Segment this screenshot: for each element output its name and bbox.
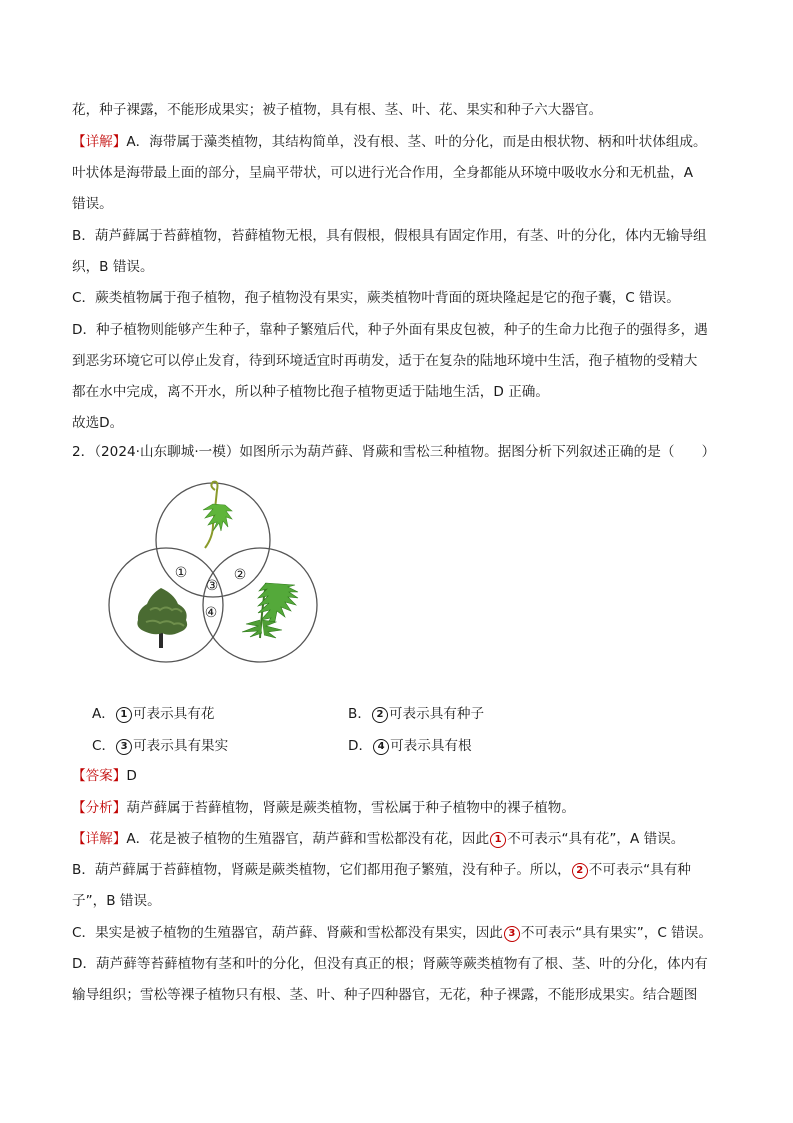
text-line: B．葫芦藓属于苔藓植物，肾蕨是蕨类植物，它们都用孢子繁殖，没有种子。所以， 2 不可表示“具有种 — [72, 862, 691, 878]
text-line: C．蕨类植物属于孢子植物，孢子植物没有果实，蕨类植物叶背面的斑块隆起是它的孢子囊，C 错误。 — [72, 290, 680, 306]
option-b[interactable]: B． 2 可表示具有种子 — [348, 706, 485, 722]
text-line: 输导组织；雪松等裸子植物只有根、茎、叶、种子四种器官，无花，种子裸露，不能形成果实。结合题图 — [72, 987, 698, 1003]
text-line: B．葫芦藓属于苔藓植物，苔藓植物无根，具有假根，假根具有固定作用，有茎、叶的分化，体内无输导组 — [72, 228, 707, 244]
text-line: C．果实是被子植物的生殖器官，葫芦藓、肾蕨和雪松都没有果实，因此 3 不可表示“具有果实”，C 错误。 — [72, 925, 712, 941]
text-line: 【详解】A．海带属于藻类植物，其结构简单，没有根、茎、叶的分化，而是由根状物、柄和叶状体组成。 — [72, 134, 707, 150]
analysis-tag: 【分析】 — [72, 800, 127, 816]
circled-number: 3 — [504, 926, 520, 942]
circled-number: 2 — [372, 707, 388, 723]
option-c[interactable]: C． 3 可表示具有果实 — [92, 738, 229, 754]
answer-tag: 【答案】 — [72, 768, 127, 784]
text-line: 到恶劣环境它可以停止发育，待到环境适宜时再萌发，适于在复杂的陆地环境中生活，孢子植物的受精大 — [72, 353, 698, 369]
detail-tag: 【详解】 — [72, 134, 127, 150]
region-label-3: ③ — [205, 578, 219, 594]
circled-number: 1 — [116, 707, 132, 723]
fern-plant-icon — [242, 583, 298, 638]
circled-number: 2 — [572, 863, 588, 879]
answer-line: 【答案】D — [72, 768, 137, 784]
text-line: 故选D。 — [72, 415, 124, 431]
region-label-4: ④ — [204, 605, 218, 621]
region-label-2: ② — [233, 567, 247, 583]
text-line: 花，种子裸露，不能形成果实；被子植物，具有根、茎、叶、花、果实和种子六大器官。 — [72, 102, 603, 118]
option-d[interactable]: D． 4 可表示具有根 — [348, 738, 472, 754]
circled-number: 3 — [116, 739, 132, 755]
question-stem: 2．（2024·山东聊城·一模）如图所示为葫芦藓、肾蕨和雪松三种植物。据图分析下列叙述正确的是（ ） — [72, 444, 716, 460]
region-label-1: ① — [174, 565, 188, 581]
detail-tag: 【详解】 — [72, 831, 127, 847]
analysis-line: 【分析】葫芦藓属于苔藓植物，肾蕨是蕨类植物，雪松属于种子植物中的裸子植物。 — [72, 800, 575, 816]
pine-tree-icon — [137, 588, 187, 648]
text-line: 织，B 错误。 — [72, 259, 154, 275]
text-line: 都在水中完成，离不开水，所以种子植物比孢子植物更适于陆地生活，D 正确。 — [72, 384, 549, 400]
circled-number: 1 — [490, 832, 506, 848]
text-line: 错误。 — [72, 196, 113, 212]
moss-plant-icon — [203, 482, 232, 548]
text-line: D．种子植物则能够产生种子，靠种子繁殖后代，种子外面有果皮包被，种子的生命力比孢子的强得多，遇 — [72, 322, 708, 338]
option-a[interactable]: A． 1 可表示具有花 — [92, 706, 215, 722]
venn-diagram — [100, 470, 330, 670]
text-line: 【详解】A．花是被子植物的生殖器官，葫芦藓和雪松都没有花，因此 1 不可表示“具有花”，A 错误。 — [72, 831, 685, 847]
text-line: D．葫芦藓等苔藓植物有茎和叶的分化，但没有真正的根；肾蕨等蕨类植物有了根、茎、叶的分化，体内有 — [72, 956, 708, 972]
text-line: 子”，B 错误。 — [72, 893, 161, 909]
circled-number: 4 — [373, 739, 389, 755]
text-line: 叶状体是海带最上面的部分，呈扁平带状，可以进行光合作用，全身都能从环境中吸收水分和无机盐，A — [72, 165, 694, 181]
